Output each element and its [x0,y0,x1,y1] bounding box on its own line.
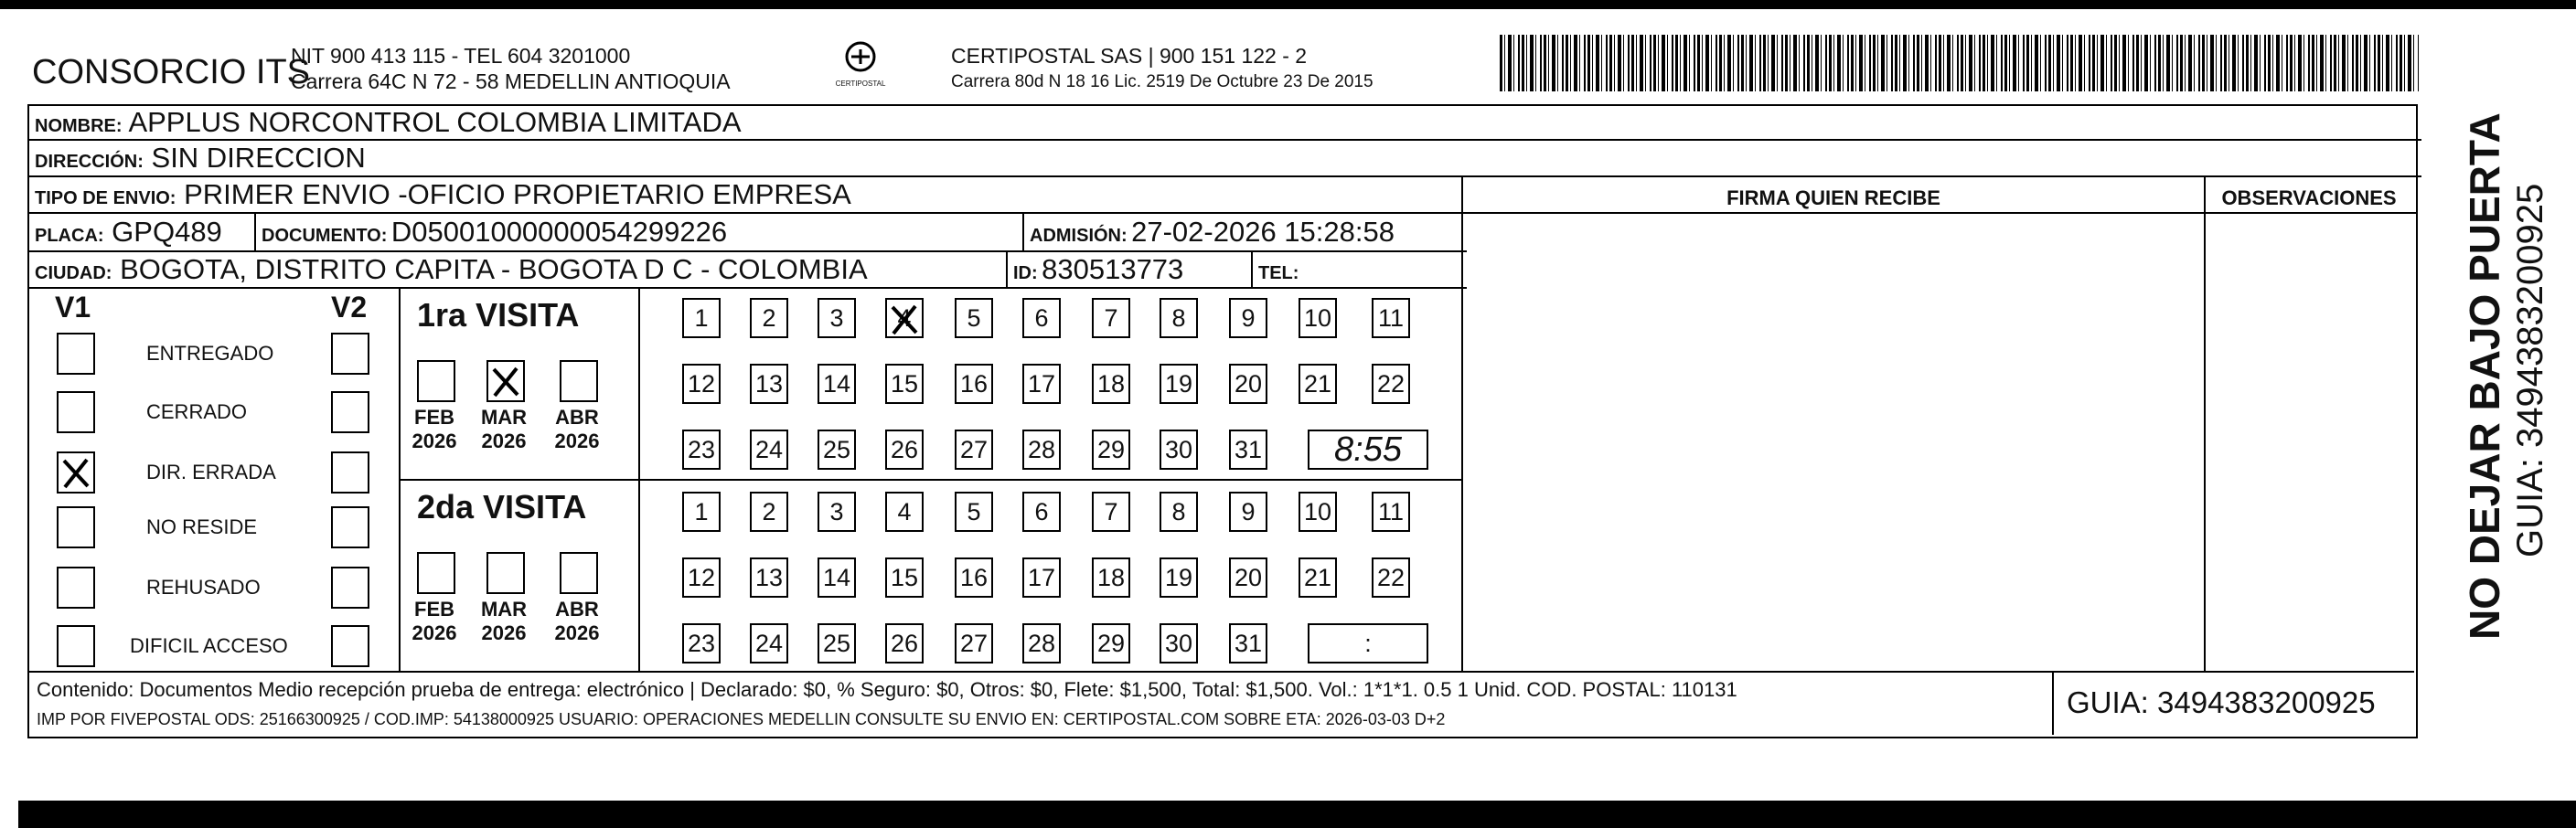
no-dejar-bajo-puerta: NO DEJAR BAJO PUERTA [2461,112,2508,640]
visit2-day-3[interactable]: 3 [818,492,856,532]
v1-checkbox-5[interactable] [57,625,95,667]
visit2-day-8[interactable]: 8 [1160,492,1198,532]
visit2-day-23[interactable]: 23 [682,623,721,663]
calendar-divider [638,289,640,671]
v1-checkbox-1[interactable] [57,391,95,433]
divider [1251,252,1253,287]
footer-content: Contenido: Documentos Medio recepción prueba de entrega: electrónico | Declarado: $0, % Seguro: $0, Otros: $0, Flete: $1,500, Total: $1,500. Vol.: 1*1*1. 0.5 1 Unid. COD. POSTAL: 110131 [37,678,1737,701]
visit1-day-24[interactable]: 24 [750,430,788,470]
visit1-day-20[interactable]: 20 [1229,364,1267,404]
visit2-day-22[interactable]: 22 [1372,557,1410,598]
status-label: DIFICIL ACCESO [130,634,288,657]
visit2-month-checkbox-2[interactable] [560,552,598,594]
certipostal-name: CERTIPOSTAL SAS | 900 151 122 - 2 [951,44,1308,68]
visit2-day-6[interactable]: 6 [1022,492,1061,532]
visit2-month-checkbox-0[interactable] [417,552,455,594]
logo-icon [842,38,879,75]
visit1-day-19[interactable]: 19 [1160,364,1198,404]
visit1-day-16[interactable]: 16 [955,364,993,404]
admision-label: ADMISIÓN: [1030,226,1128,246]
placa-value: GPQ489 [112,216,222,248]
visit1-day-21[interactable]: 21 [1299,364,1337,404]
v2-checkbox-1[interactable] [331,391,369,433]
divider [254,214,256,250]
visit1-day-10[interactable]: 10 [1299,298,1337,338]
visit1-day-4[interactable]: 4 [885,298,924,338]
visit1-month-checkbox-0[interactable] [417,360,455,402]
visit-divider [399,479,1461,481]
visit1-day-11[interactable]: 11 [1372,298,1410,338]
observaciones-column-divider [2204,177,2206,671]
visit2-day-20[interactable]: 20 [1229,557,1267,598]
visit1-title: 1ra VISITA [417,296,580,334]
divider [1022,214,1024,250]
visit2-day-29[interactable]: 29 [1092,623,1130,663]
documento-value: D05001000000054299226 [390,216,728,248]
barcode [1500,35,2419,91]
visit2-day-30[interactable]: 30 [1160,623,1198,663]
visit1-day-3[interactable]: 3 [818,298,856,338]
admision-value: 27-02-2026 15:28:58 [1131,216,1395,248]
visit1-day-29[interactable]: 29 [1092,430,1130,470]
firma-header: FIRMA QUIEN RECIBE [1726,186,1940,209]
visit2-day-5[interactable]: 5 [955,492,993,532]
bottom-border [18,801,2576,828]
visit2-day-18[interactable]: 18 [1092,557,1130,598]
nombre-row [29,106,2421,141]
tipo-label: TIPO DE ENVIO: [35,188,176,208]
visit2-day-26[interactable]: 26 [885,623,924,663]
visit1-day-9[interactable]: 9 [1229,298,1267,338]
visit2-title: 2da VISITA [417,488,587,525]
visit1-day-30[interactable]: 30 [1160,430,1198,470]
visit2-day-31[interactable]: 31 [1229,623,1267,663]
visit1-day-8[interactable]: 8 [1160,298,1198,338]
visit1-month-checkbox-1[interactable] [486,360,525,402]
v2-checkbox-3[interactable] [331,506,369,548]
documento-label: DOCUMENTO: [262,226,388,246]
visit2-month-label: MAR 2026 [480,598,528,644]
side-guia: GUIA: 3494383200925 [2510,183,2550,557]
id-value: 830513773 [1042,253,1184,285]
v2-checkbox-2[interactable] [331,451,369,494]
v2-checkbox-5[interactable] [331,625,369,667]
visit2-day-10[interactable]: 10 [1299,492,1337,532]
company-nit: NIT 900 413 115 - TEL 604 3201000 [291,44,631,68]
tipo-row [29,177,1467,214]
firma-header-line [1463,212,2416,214]
status-label: DIR. ERRADA [146,461,276,483]
visit1-day-14[interactable]: 14 [818,364,856,404]
placa-label: PLACA: [35,226,104,246]
tipo-value: PRIMER ENVIO -OFICIO PROPIETARIO EMPRESA [184,178,851,210]
v1-checkbox-2[interactable] [57,451,95,494]
status-label: NO RESIDE [146,515,258,538]
visit2-day-21[interactable]: 21 [1299,557,1337,598]
visit1-day-7[interactable]: 7 [1092,298,1130,338]
visit1-time-box[interactable]: 8:55 [1308,430,1428,470]
company-name: CONSORCIO ITS [32,53,311,91]
company-address: Carrera 64C N 72 - 58 MEDELLIN ANTIOQUIA [291,69,731,93]
visit1-day-12[interactable]: 12 [682,364,721,404]
certipostal-address: Carrera 80d N 18 16 Lic. 2519 De Octubre 23 De 2015 [951,72,1374,91]
visit1-day-2[interactable]: 2 [750,298,788,338]
visit2-day-19[interactable]: 19 [1160,557,1198,598]
v2-checkbox-0[interactable] [331,333,369,375]
visit1-day-17[interactable]: 17 [1022,364,1061,404]
visit1-day-15[interactable]: 15 [885,364,924,404]
visit1-day-31[interactable]: 31 [1229,430,1267,470]
visit1-day-18[interactable]: 18 [1092,364,1130,404]
visit1-day-22[interactable]: 22 [1372,364,1410,404]
nombre-value: APPLUS NORCONTROL COLOMBIA LIMITADA [128,106,742,138]
visit1-day-28[interactable]: 28 [1022,430,1061,470]
visit2-day-14[interactable]: 14 [818,557,856,598]
visit1-day-26[interactable]: 26 [885,430,924,470]
visit1-month-label: ABR 2026 [554,406,600,452]
footer-guia: GUIA: 3494383200925 [2067,685,2376,719]
direccion-value: SIN DIRECCION [151,142,366,174]
direccion-row [29,141,2421,177]
v1-checkbox-4[interactable] [57,567,95,609]
visit2-month-label: FEB 2026 [412,598,457,644]
status-label: REHUSADO [146,576,261,599]
visit1-day-23[interactable]: 23 [682,430,721,470]
ciudad-value: BOGOTA, DISTRITO CAPITA - BOGOTA D C - COLOMBIA [120,253,868,285]
divider [1006,252,1008,287]
visit2-day-27[interactable]: 27 [955,623,993,663]
visit1-month-label: FEB 2026 [412,406,457,452]
visit2-time-box[interactable]: : [1308,623,1428,663]
admision-cell [1030,214,1395,256]
footer-print-info: IMP POR FIVEPOSTAL ODS: 25166300925 / COD.IMP: 54138000925 USUARIO: OPERACIONES MEDELLIN CONSULTE SU ENVIO EN: CERTIPOSTAL.COM SOBRE ETA: 2026-03-03 D+2 [37,710,1446,728]
visit2-day-4[interactable]: 4 [885,492,924,532]
visit2-day-7[interactable]: 7 [1092,492,1130,532]
visit2-day-17[interactable]: 17 [1022,557,1061,598]
visit2-day-9[interactable]: 9 [1229,492,1267,532]
ciudad-label: CIUDAD: [35,263,112,283]
v2-label: V2 [331,291,368,324]
tel-cell [1258,252,1299,292]
v1-label: V1 [55,291,91,324]
visit2-day-13[interactable]: 13 [750,557,788,598]
firma-column-divider [1461,177,1463,671]
certipostal-logo: CERTIPOSTAL [834,38,887,88]
visit1-month-label: MAR 2026 [480,406,528,452]
visit2-day-25[interactable]: 25 [818,623,856,663]
nombre-label: NOMBRE: [35,116,123,136]
footer-guia-divider [2052,671,2054,735]
visit2-day-16[interactable]: 16 [955,557,993,598]
visit2-day-1[interactable]: 1 [682,492,721,532]
footer-divider [29,671,2414,673]
visit2-day-28[interactable]: 28 [1022,623,1061,663]
tel-label: TEL: [1258,263,1299,283]
visit1-day-1[interactable]: 1 [682,298,721,338]
status-label: CERRADO [146,400,248,423]
visit2-month-checkbox-1[interactable] [486,552,525,594]
visit2-day-2[interactable]: 2 [750,492,788,532]
v1-checkbox-3[interactable] [57,506,95,548]
visit2-day-12[interactable]: 12 [682,557,721,598]
visit1-day-27[interactable]: 27 [955,430,993,470]
documento-cell [262,214,727,256]
visit1-day-25[interactable]: 25 [818,430,856,470]
observaciones-header: OBSERVACIONES [2221,186,2397,209]
status-label: ENTREGADO [146,342,274,365]
id-cell [1013,252,1183,292]
visit1-month-checkbox-2[interactable] [560,360,598,402]
direccion-label: DIRECCIÓN: [35,152,144,172]
visit2-day-15[interactable]: 15 [885,557,924,598]
visit2-month-label: ABR 2026 [554,598,600,644]
visit1-day-6[interactable]: 6 [1022,298,1061,338]
v2-checkbox-4[interactable] [331,567,369,609]
id-label: ID: [1013,263,1038,283]
visit1-day-13[interactable]: 13 [750,364,788,404]
visit1-day-5[interactable]: 5 [955,298,993,338]
v1-checkbox-0[interactable] [57,333,95,375]
visit2-day-24[interactable]: 24 [750,623,788,663]
visit2-day-11[interactable]: 11 [1372,492,1410,532]
top-border [0,0,2576,9]
